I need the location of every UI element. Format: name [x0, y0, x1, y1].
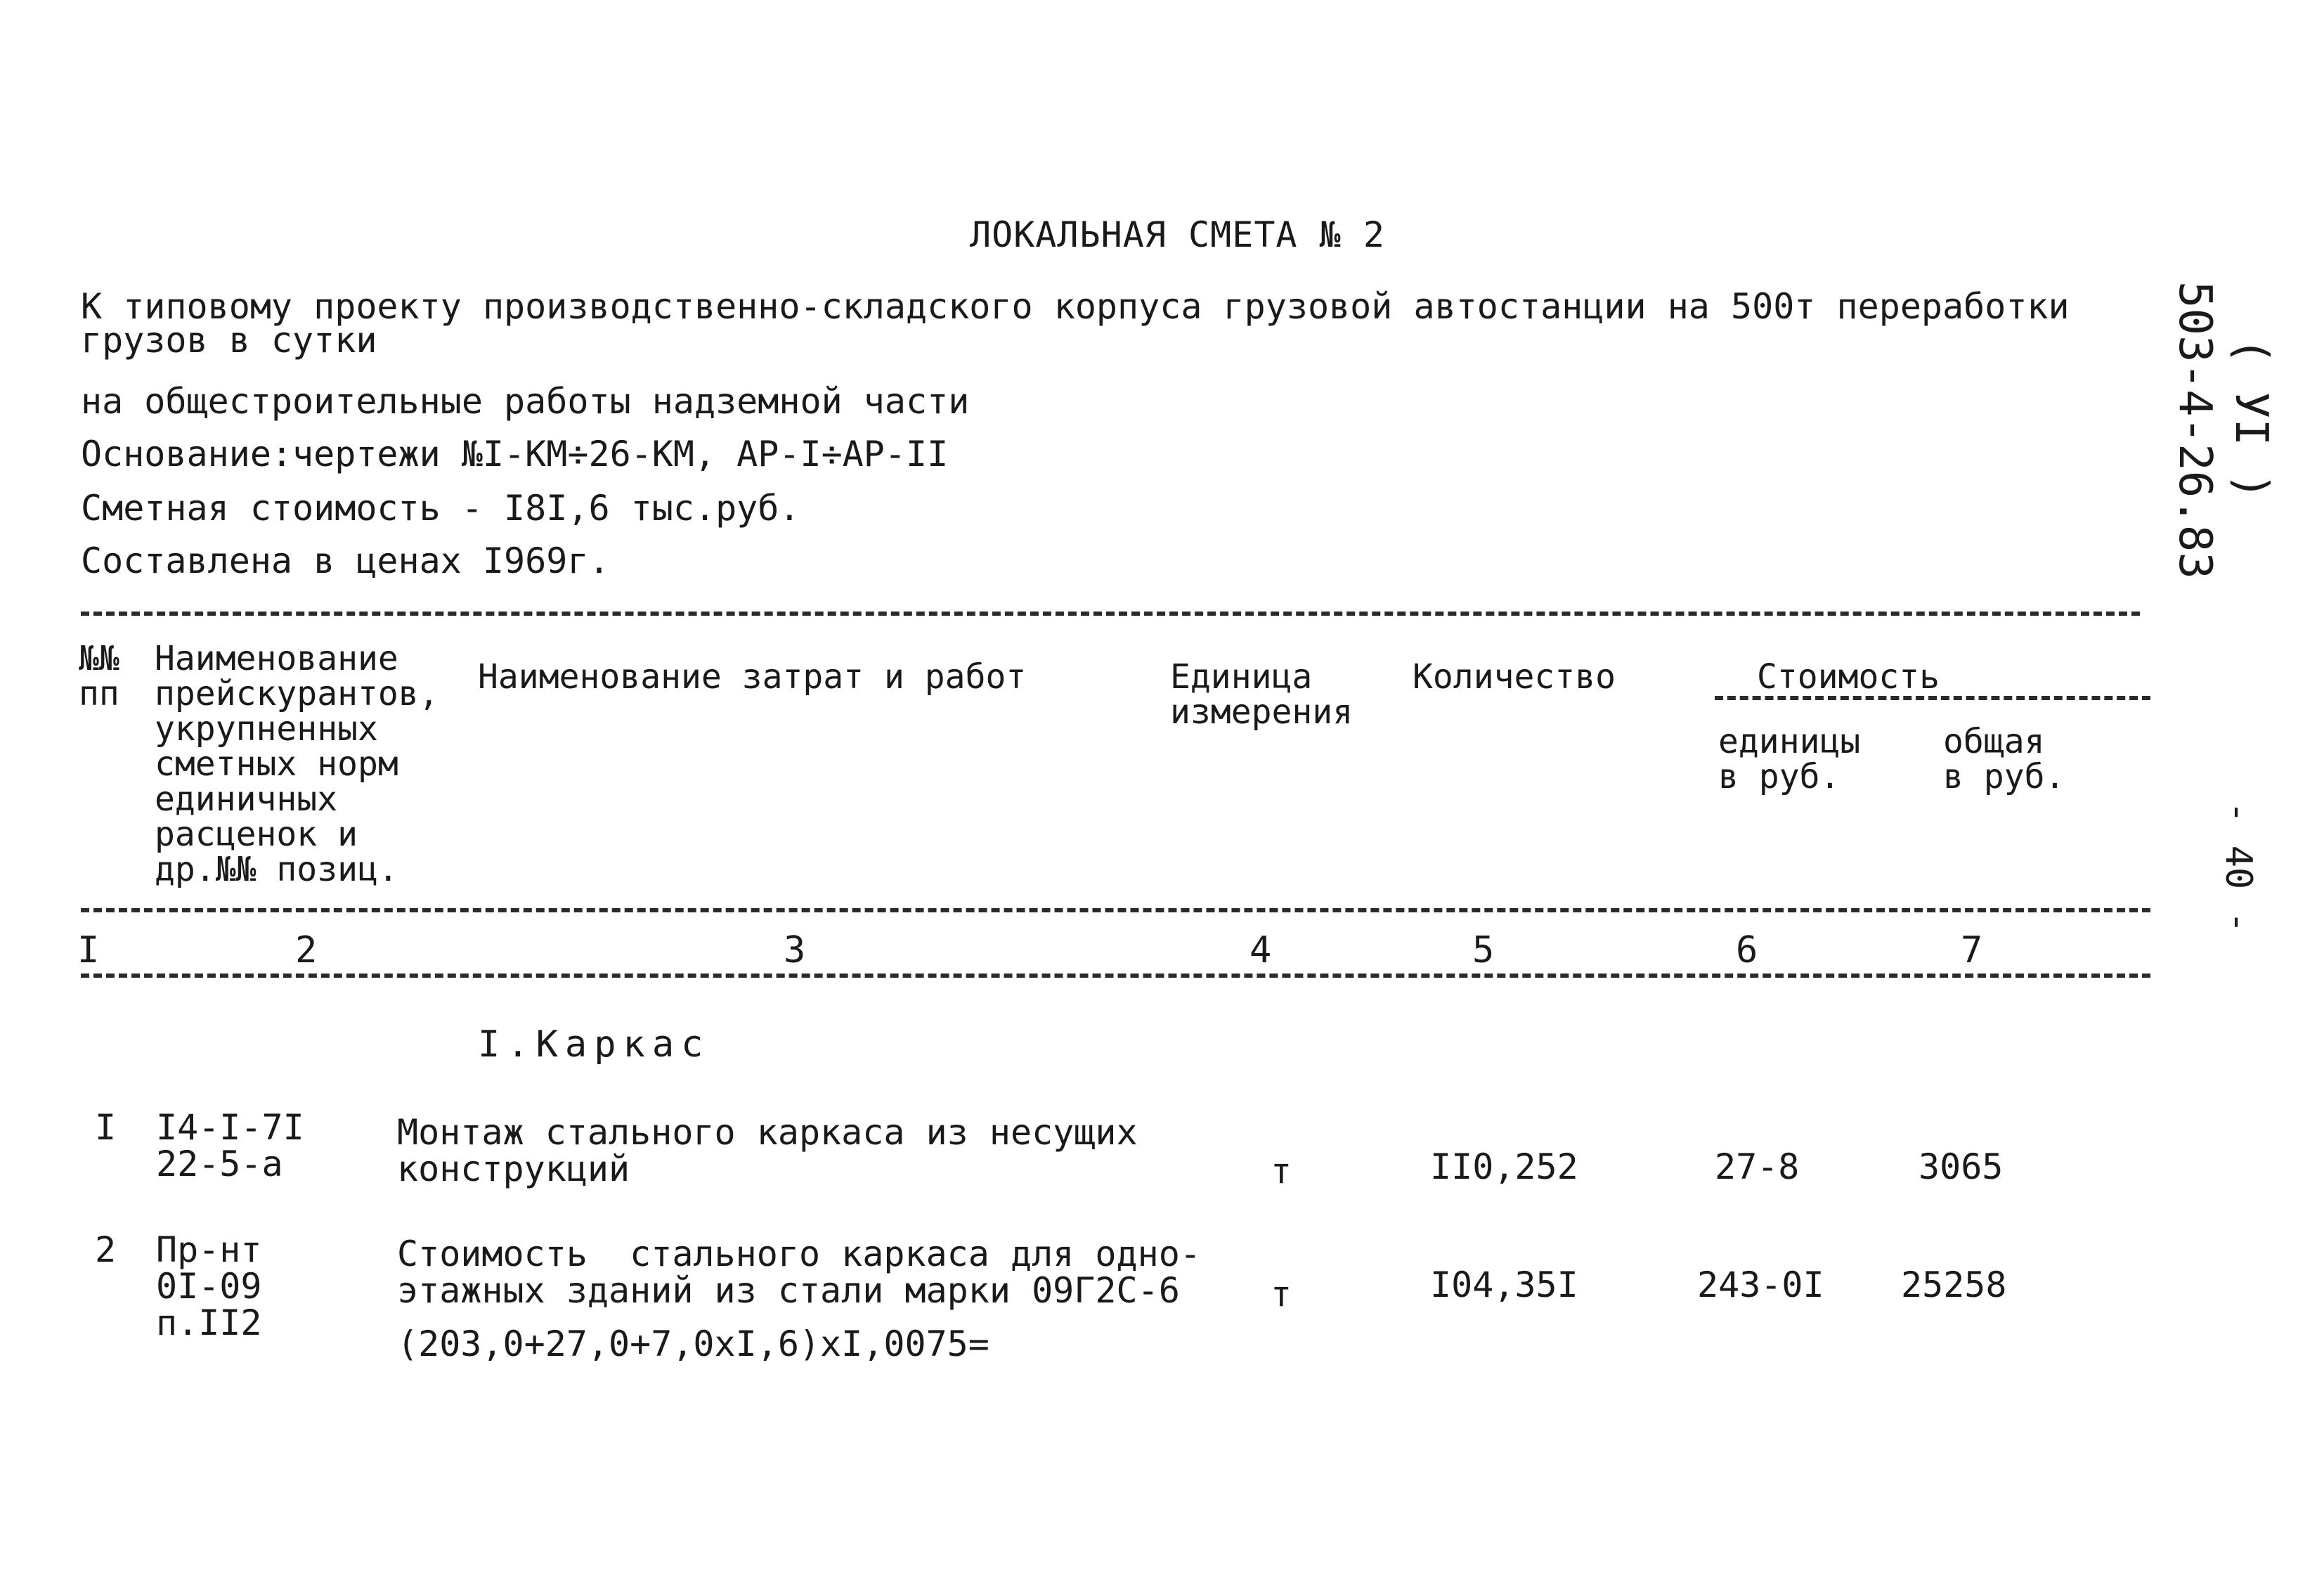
- column-number-3: 3: [784, 929, 806, 971]
- cost-group-rule: [1715, 696, 2150, 700]
- subject-line: на общестроительные работы надземной части: [81, 381, 970, 422]
- header-qty: Количество: [1413, 657, 1616, 697]
- header-name: Наименование затрат и работ: [478, 657, 1027, 697]
- column-number-4: 4: [1249, 929, 1272, 971]
- row-reference: Пр-нт 0I-09 п.II2: [156, 1229, 262, 1343]
- header-unit: Единица измерения: [1170, 657, 1353, 732]
- table-top-rule: [81, 612, 2140, 616]
- row-total: 3065: [1919, 1146, 2004, 1187]
- row-total: 25258: [1901, 1265, 2007, 1305]
- prices-line: Составлена в ценах I969г.: [81, 541, 610, 581]
- section-title: I.Каркас: [478, 1023, 710, 1066]
- cost-line: Сметная стоимость - I8I,6 тыс.руб.: [81, 488, 800, 529]
- header-cost-unit: единицы в руб.: [1718, 722, 1861, 796]
- row-unit-cost: 243-0I: [1697, 1265, 1824, 1305]
- column-number-7: 7: [1961, 929, 1983, 971]
- page-number: - 40 -: [2217, 801, 2259, 933]
- row-unit: т: [1271, 1274, 1292, 1314]
- column-numbers-rule: [81, 974, 2150, 978]
- header-cost-total: общая в руб.: [1943, 722, 2065, 796]
- header-cost-group: Стоимость: [1757, 657, 1940, 697]
- header-num: №№ пп: [79, 639, 119, 713]
- column-number-6: 6: [1736, 929, 1758, 971]
- project-code: 503-4-26.83: [2169, 281, 2221, 579]
- document-title: ЛОКАЛЬНАЯ СМЕТА № 2: [970, 214, 1385, 255]
- row-number: 2: [95, 1229, 117, 1270]
- column-number-2: 2: [295, 929, 318, 971]
- basis-line: Основание:чертежи №I-КМ÷26-КМ, АР-I÷АР-II: [81, 434, 949, 474]
- volume-mark: ( УI ): [2225, 337, 2277, 500]
- header-bottom-rule: [81, 908, 2150, 912]
- row-number: I: [95, 1107, 117, 1148]
- row-reference: I4-I-7I 22-5-а: [156, 1107, 304, 1184]
- row-unit: т: [1271, 1151, 1292, 1191]
- row-description: Стоимость стального каркаса для одно- этажных зданий из стали марки 09Г2С-6: [397, 1234, 1201, 1311]
- header-pricebook: Наименование прейскурантов, укрупненных сметных норм единичных расценок и др.№№ позиц.: [155, 639, 439, 889]
- column-number-1: I: [77, 929, 100, 971]
- row-quantity: I04,35I: [1430, 1265, 1578, 1305]
- row-unit-cost: 27-8: [1715, 1146, 1800, 1187]
- row-description: Монтаж стального каркаса из несущих конструкций: [397, 1112, 1138, 1189]
- intro-line-2: грузов в сутки: [81, 320, 377, 361]
- column-number-5: 5: [1472, 929, 1495, 971]
- row-formula: (203,0+27,0+7,0хI,6)хI,0075=: [397, 1324, 989, 1364]
- intro-line-1: К типовому проекту производственно-складского корпуса грузовой автостанции на 500т переработки: [81, 286, 2070, 327]
- row-quantity: II0,252: [1430, 1146, 1578, 1187]
